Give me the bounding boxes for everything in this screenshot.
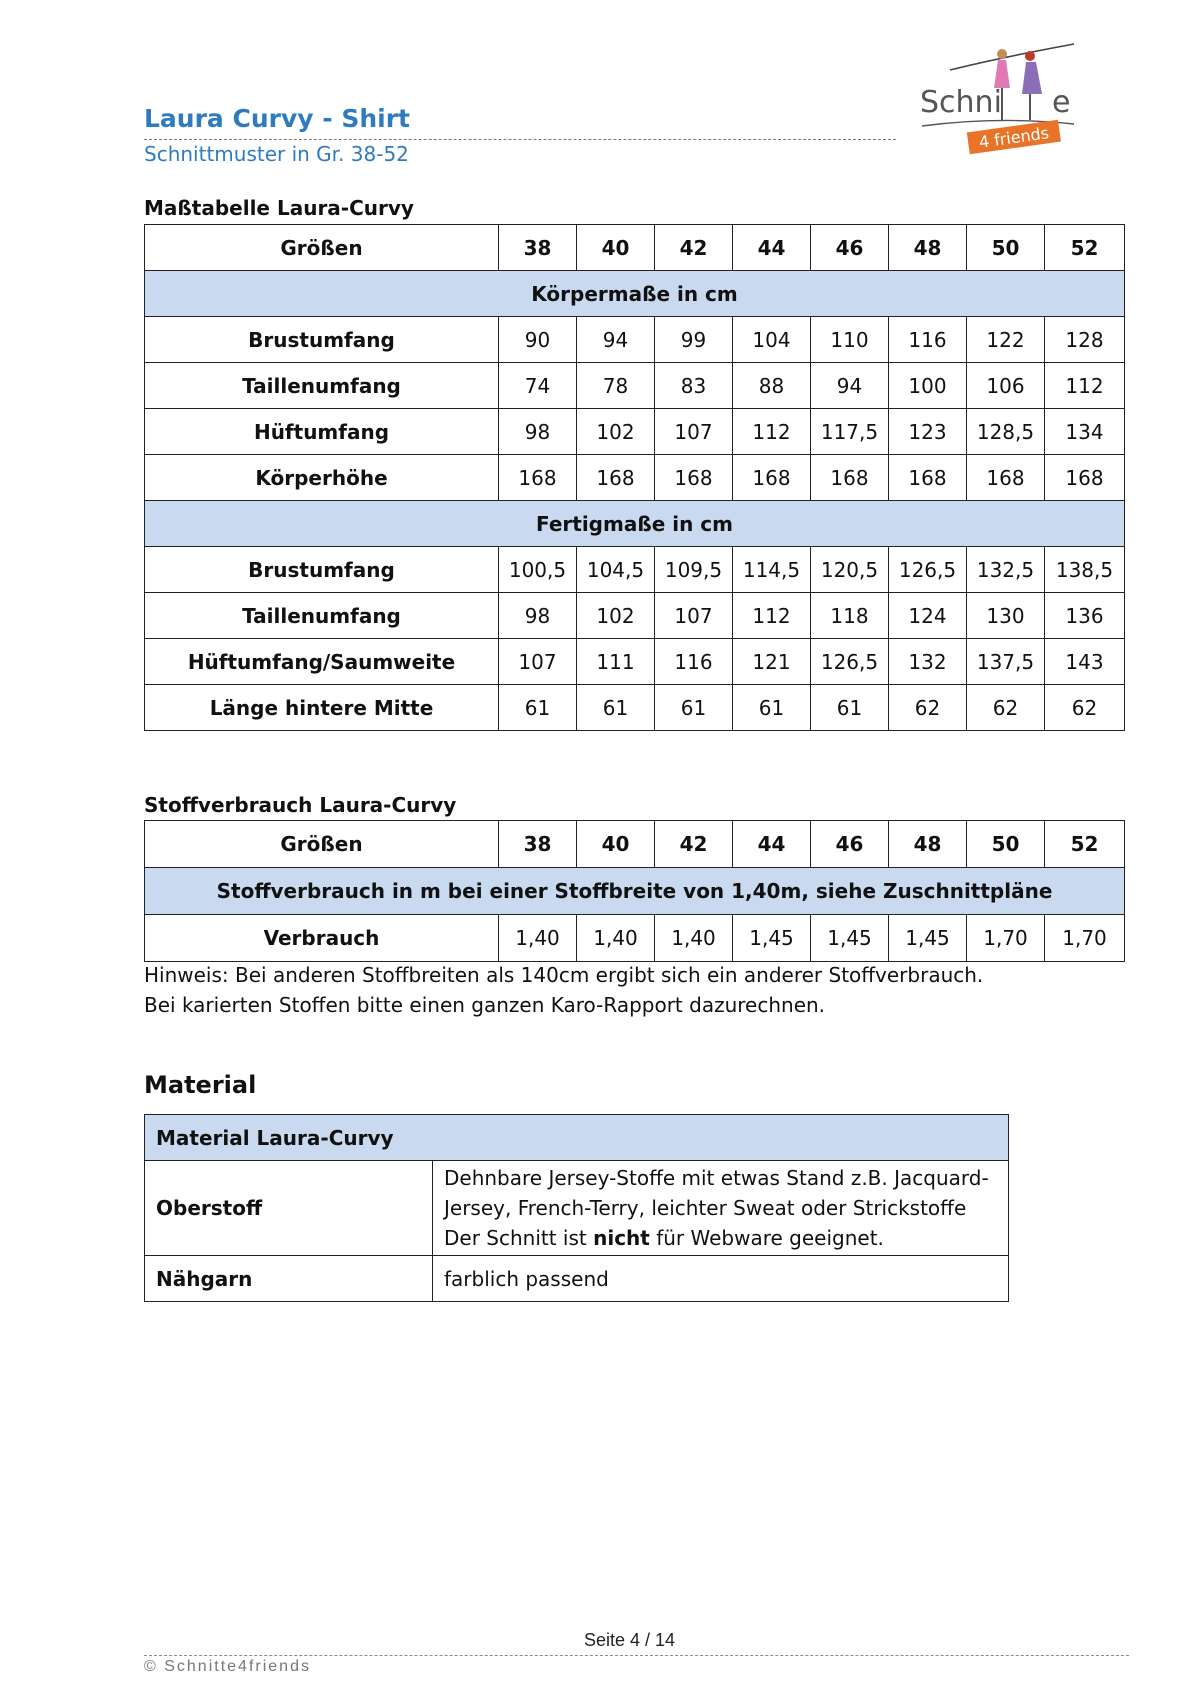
value-cell: 168 [499,455,577,501]
value-cell: 78 [577,363,655,409]
value-cell: 122 [967,317,1045,363]
copyright-notice: © Schnitte4friends [144,1658,311,1675]
value-cell: 107 [655,593,733,639]
size-header-label: Größen [145,225,499,271]
table-row [145,1256,1009,1302]
size-cell: 42 [655,821,733,868]
value-cell: 100,5 [499,547,577,593]
value-cell: 61 [499,685,577,731]
mass-table-title: Maßtabelle Laura-Curvy [144,196,414,220]
footer-divider [144,1655,1129,1656]
value-cell: 168 [1045,455,1125,501]
table-row [145,455,1125,501]
value-cell: 61 [811,685,889,731]
value-cell: 98 [499,593,577,639]
material-text: für Webware geeignet. [649,1226,884,1250]
schnitte4friends-logo [918,40,1078,158]
material-line: Dehnbare Jersey-Stoffe mit etwas Stand z.B. Jacquard- [444,1166,989,1190]
value-cell: 134 [1045,409,1125,455]
value-cell: 137,5 [967,639,1045,685]
value-cell: 62 [889,685,967,731]
material-table [144,1114,1009,1302]
value-cell: 132,5 [967,547,1045,593]
value-cell: 98 [499,409,577,455]
value-cell: 116 [889,317,967,363]
row-label: Verbrauch [145,915,499,962]
value-cell: 128 [1045,317,1125,363]
header-divider [144,139,896,140]
row-label: Brustumfang [145,317,499,363]
row-label: Taillenumfang [145,593,499,639]
value-cell: 112 [1045,363,1125,409]
value-cell: 126,5 [889,547,967,593]
value-cell: 61 [577,685,655,731]
material-line [444,1223,1008,1253]
size-cell: 44 [733,821,811,868]
value-cell: 132 [889,639,967,685]
value-cell: 62 [1045,685,1125,731]
size-cell: 50 [967,821,1045,868]
value-cell: 107 [655,409,733,455]
value-cell: 114,5 [733,547,811,593]
value-cell: 112 [733,409,811,455]
value-cell: 143 [1045,639,1125,685]
material-emphasis: nicht [593,1226,650,1250]
size-cell: 46 [811,225,889,271]
value-cell: 168 [655,455,733,501]
value-cell: 100 [889,363,967,409]
value-cell: 117,5 [811,409,889,455]
fabric-usage-table [144,820,1125,962]
value-cell: 99 [655,317,733,363]
document-title: Laura Curvy - Shirt [144,104,411,133]
size-cell: 52 [1045,821,1125,868]
value-cell: 123 [889,409,967,455]
table-row [145,317,1125,363]
row-label: Körperhöhe [145,455,499,501]
table-row [145,915,1125,962]
fabric-note-line: Bei karierten Stoffen bitte einen ganzen Karo-Rapport dazurechnen. [144,993,826,1017]
row-label: Länge hintere Mitte [145,685,499,731]
value-cell: 121 [733,639,811,685]
row-label: Hüftumfang [145,409,499,455]
fabric-table-title: Stoffverbrauch Laura-Curvy [144,793,457,817]
svg-text:e: e [1052,85,1071,120]
size-cell: 38 [499,225,577,271]
value-cell: 168 [733,455,811,501]
value-cell: 1,70 [967,915,1045,962]
finished-measure-band-label: Fertigmaße in cm [145,501,1125,547]
value-cell: 104 [733,317,811,363]
size-header-row [145,821,1125,868]
size-cell: 40 [577,821,655,868]
row-label: Taillenumfang [145,363,499,409]
size-cell: 46 [811,821,889,868]
fabric-note-line: Hinweis: Bei anderen Stoffbreiten als 140cm ergibt sich ein anderer Stoffverbrauch. [144,963,984,987]
table-row [145,363,1125,409]
body-measure-band [145,271,1125,317]
document-subtitle: Schnittmuster in Gr. 38-52 [144,142,409,166]
size-cell: 38 [499,821,577,868]
value-cell: 110 [811,317,889,363]
value-cell: 94 [811,363,889,409]
value-cell: 90 [499,317,577,363]
material-description: farblich passend [433,1256,1009,1302]
material-heading: Material [144,1071,257,1099]
mass-table [144,224,1125,731]
value-cell: 1,45 [889,915,967,962]
size-cell: 50 [967,225,1045,271]
value-cell: 61 [655,685,733,731]
value-cell: 116 [655,639,733,685]
body-measure-band-label: Körpermaße in cm [145,271,1125,317]
value-cell: 88 [733,363,811,409]
value-cell: 1,40 [577,915,655,962]
value-cell: 62 [967,685,1045,731]
fabric-note [144,960,983,1020]
page-number: Seite 4 / 14 [584,1630,676,1650]
table-row [145,1161,1009,1256]
value-cell: 61 [733,685,811,731]
table-row [145,547,1125,593]
material-line: Jersey, French-Terry, leichter Sweat oder Strickstoffe [444,1196,967,1220]
value-cell: 74 [499,363,577,409]
table-row [145,409,1125,455]
value-cell: 168 [967,455,1045,501]
row-label: Brustumfang [145,547,499,593]
finished-measure-band [145,501,1125,547]
value-cell: 120,5 [811,547,889,593]
size-cell: 48 [889,225,967,271]
value-cell: 1,40 [499,915,577,962]
size-cell: 52 [1045,225,1125,271]
value-cell: 168 [811,455,889,501]
value-cell: 107 [499,639,577,685]
value-cell: 126,5 [811,639,889,685]
value-cell: 102 [577,409,655,455]
size-header-label: Größen [145,821,499,868]
value-cell: 112 [733,593,811,639]
material-table-header [145,1115,1009,1161]
value-cell: 106 [967,363,1045,409]
value-cell: 128,5 [967,409,1045,455]
size-cell: 40 [577,225,655,271]
row-label: Nähgarn [145,1256,433,1302]
value-cell: 111 [577,639,655,685]
material-text: Der Schnitt ist [444,1226,594,1250]
value-cell: 168 [889,455,967,501]
fabric-usage-band-label: Stoffverbrauch in m bei einer Stoffbreite von 1,40m, siehe Zuschnittpläne [145,868,1125,915]
size-cell: 42 [655,225,733,271]
value-cell: 109,5 [655,547,733,593]
value-cell: 130 [967,593,1045,639]
value-cell: 1,70 [1045,915,1125,962]
value-cell: 102 [577,593,655,639]
material-table-title: Material Laura-Curvy [145,1115,1009,1161]
value-cell: 1,40 [655,915,733,962]
value-cell: 136 [1045,593,1125,639]
value-cell: 1,45 [733,915,811,962]
value-cell: 168 [577,455,655,501]
fabric-usage-band [145,868,1125,915]
value-cell: 94 [577,317,655,363]
value-cell: 104,5 [577,547,655,593]
size-cell: 44 [733,225,811,271]
value-cell: 124 [889,593,967,639]
table-row [145,685,1125,731]
value-cell: 118 [811,593,889,639]
value-cell: 138,5 [1045,547,1125,593]
row-label: Oberstoff [145,1161,433,1256]
size-header-row [145,225,1125,271]
value-cell: 1,45 [811,915,889,962]
material-description [433,1161,1009,1256]
row-label: Hüftumfang/Saumweite [145,639,499,685]
svg-text:4 friends: 4 friends [977,123,1051,152]
size-cell: 48 [889,821,967,868]
table-row [145,593,1125,639]
svg-text:Schni: Schni [920,85,1002,120]
table-row [145,639,1125,685]
value-cell: 83 [655,363,733,409]
